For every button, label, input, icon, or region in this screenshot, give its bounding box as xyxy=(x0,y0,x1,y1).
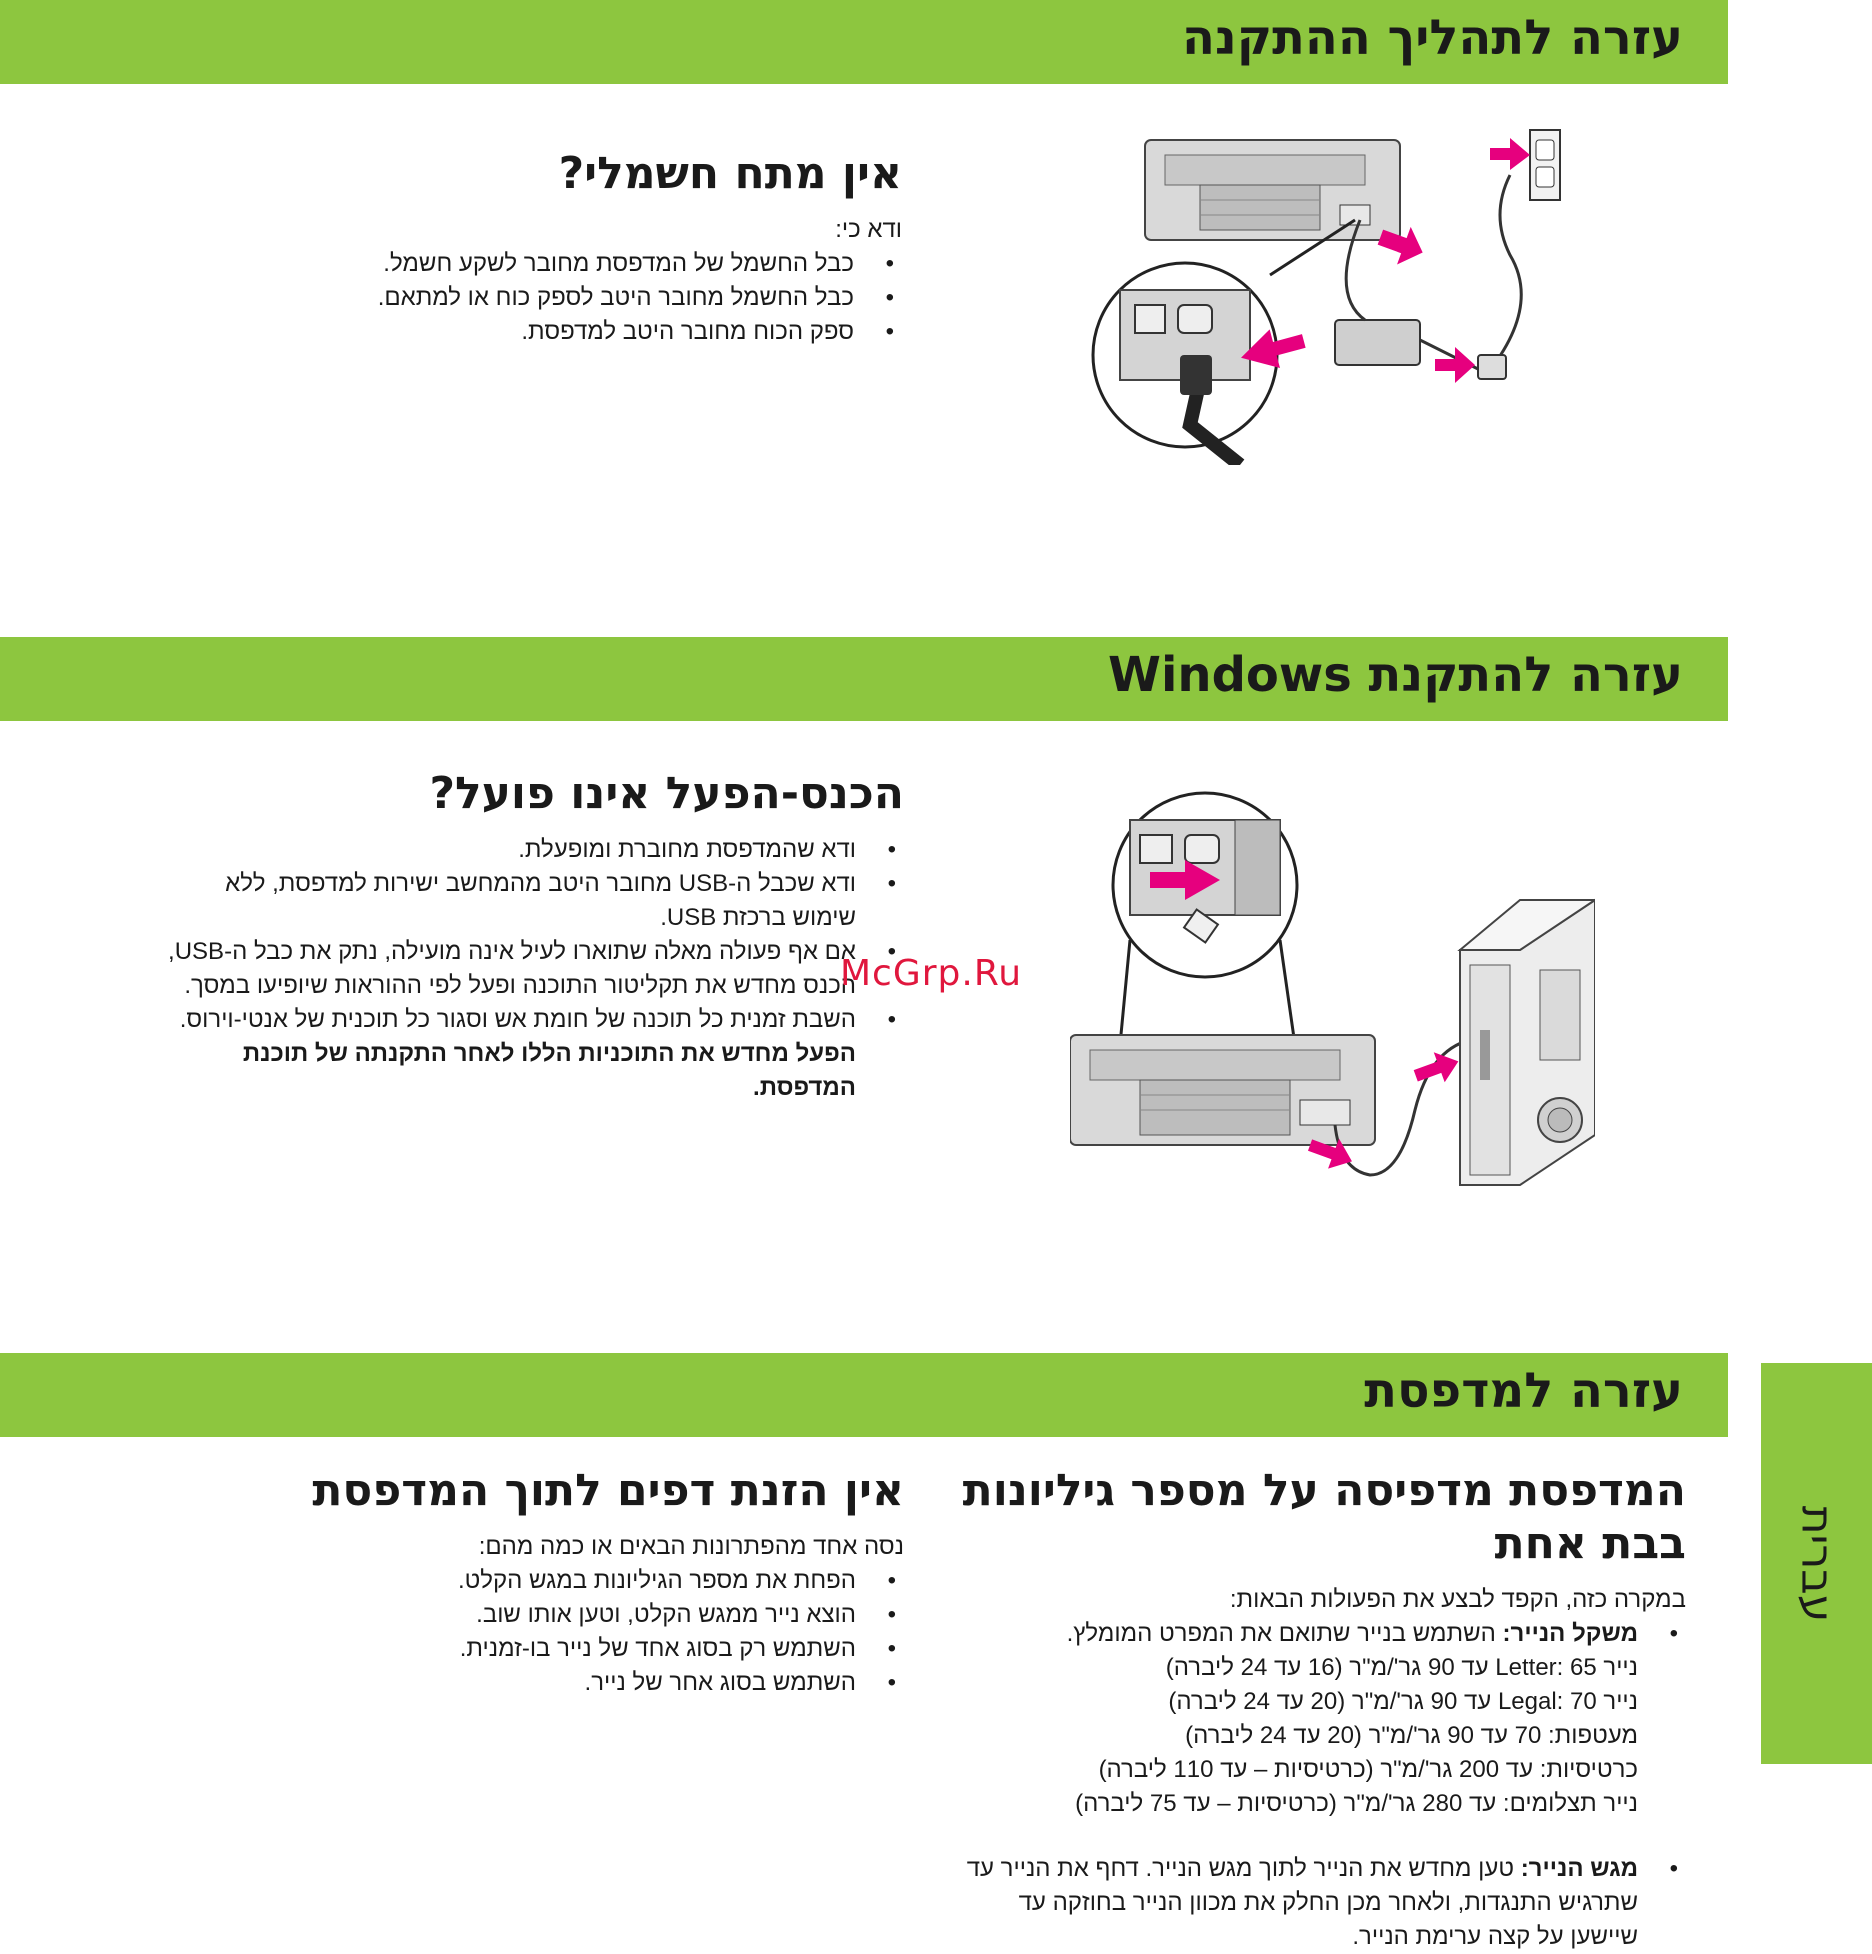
paper-tray-label: מגש הנייר: xyxy=(1520,1854,1638,1882)
no-power-list xyxy=(320,247,902,349)
paper-spec-legal: נייר Legal: 70 עד 90 גר'/מ"ר (20 עד 24 ליברה) xyxy=(1168,1687,1638,1715)
multi-sheet-section xyxy=(960,1465,1686,1954)
list-item xyxy=(960,1852,1686,1954)
paper-spec-photo: נייר תצלומים: עד 280 גר'/מ"ר (כרטיסיות – עד 75 ליברה) xyxy=(1075,1789,1638,1817)
language-side-tab xyxy=(1761,1363,1872,1764)
paper-weight-label: משקל הנייר: xyxy=(1502,1619,1638,1647)
list-item: • הפחת את מספר הגיליונות במגש הקלט. xyxy=(310,1564,904,1598)
paper-spec-envelopes: מעטפות: 70 עד 90 גר'/מ"ר (20 עד 24 ליברה) xyxy=(1185,1721,1638,1749)
list-item: • ודא שהמדפסת מחוברת ומופעלת. xyxy=(160,833,904,867)
list-item xyxy=(960,1617,1686,1821)
list-item xyxy=(160,1003,904,1105)
list-item: • אם אף פעולה מאלה שתוארו לעיל אינה מועילה, נתק את כבל ה-USB, הכנס מחדש את תקליטור התוכנה ופעל לפי ההוראות שיופיעו במסך. xyxy=(160,935,904,1003)
no-power-heading: אין מתח חשמלי? xyxy=(558,148,902,199)
list-item: • השתמש בסוג אחר של נייר. xyxy=(310,1666,904,1700)
section-title-printer: עזרה למדפסת xyxy=(1364,1363,1683,1419)
usb-connection-illustration xyxy=(1070,790,1595,1210)
section-band-printer xyxy=(0,1353,1728,1437)
plug-and-play-heading: הכנס-הפעל אינו פועל? xyxy=(429,768,904,819)
plug-and-play-section xyxy=(160,768,904,1105)
multi-sheet-heading: המדפסת מדפיסה על מספר גיליונות בבת אחת xyxy=(962,1465,1686,1569)
list-item-text: השבת זמנית כל תוכנה של חומת אש וסגור כל תוכנית של אנטי-וירוס. xyxy=(179,1005,856,1033)
section-band-setup xyxy=(0,0,1728,84)
list-item-bold-text: הפעל מחדש את התוכניות הללו לאחר התקנתה של תוכנת המדפסת. xyxy=(242,1039,856,1101)
watermark: McGrp.Ru xyxy=(840,953,1023,994)
list-item: • כבל החשמל מחובר היטב לספק כוח או למתאם. xyxy=(320,281,902,315)
list-item: • ספק הכוח מחובר היטב למדפסת. xyxy=(320,315,902,349)
section-band-windows xyxy=(0,637,1728,721)
no-power-intro: ודא כי: xyxy=(835,215,902,243)
no-feed-list xyxy=(310,1564,904,1700)
multi-sheet-intro: במקרה כזה, הקפד לבצע את הפעולות הבאות: xyxy=(1229,1585,1686,1613)
list-item: • ודא שכבל ה-USB מחובר היטב מהמחשב ישירות למדפסת, ללא שימוש ברכזת USB. xyxy=(160,867,904,935)
plug-and-play-list xyxy=(160,833,904,1105)
multi-sheet-list xyxy=(960,1617,1686,1954)
paper-spec-letter: נייר Letter: 65 עד 90 גר'/מ"ר (16 עד 24 ליברה) xyxy=(1165,1653,1638,1681)
no-feed-section xyxy=(310,1465,904,1700)
paper-tray-text: טען מחדש את הנייר לתוך מגש הנייר. דחף את הנייר עד שתרגיש התנגדות, ולאחר מכן החלק את מכוון הנייר בחוזקה עד שיישען על קצה ערימת הנייר. xyxy=(966,1854,1638,1950)
power-connection-illustration xyxy=(1090,125,1570,465)
no-power-section xyxy=(320,148,902,349)
no-feed-heading: אין הזנת דפים לתוך המדפסת xyxy=(312,1465,904,1516)
list-item: • הוצא נייר ממגש הקלט, וטען אותו שוב. xyxy=(310,1598,904,1632)
list-item: • כבל החשמל של המדפסת מחובר לשקע חשמל. xyxy=(320,247,902,281)
list-item: • השתמש רק בסוג אחד של נייר בו-זמנית. xyxy=(310,1632,904,1666)
paper-weight-text: השתמש בנייר שתואם את המפרט המומלץ. xyxy=(1066,1619,1503,1647)
language-tab-label: עברית xyxy=(1791,1505,1842,1622)
paper-spec-cards: כרטיסיות: עד 200 גר'/מ"ר (כרטיסיות – עד 110 ליברה) xyxy=(1098,1755,1638,1783)
no-feed-intro: נסה אחד מהפתרונות הבאים או כמה מהם: xyxy=(478,1532,904,1560)
section-title-setup: עזרה לתהליך ההתקנה xyxy=(1182,10,1683,66)
section-title-windows: עזרה להתקנת Windows xyxy=(1108,647,1683,703)
